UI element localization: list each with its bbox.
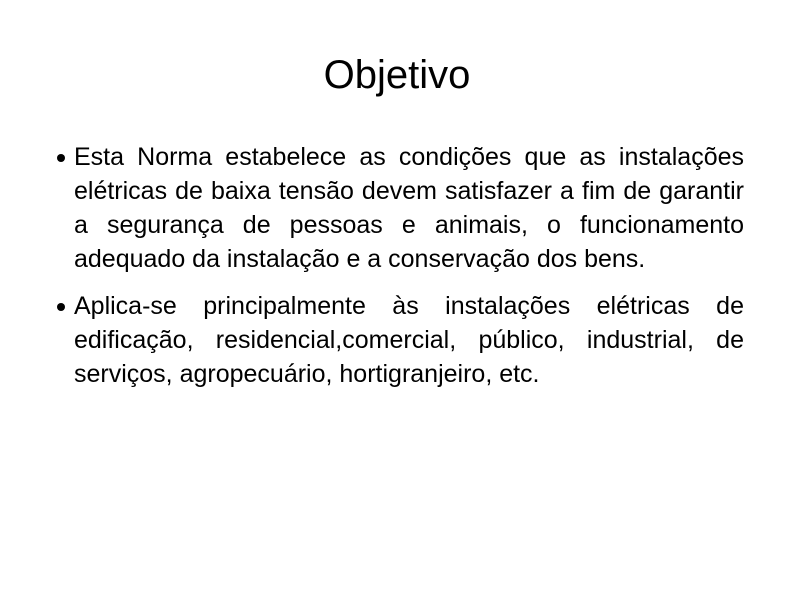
bullet-dot-icon xyxy=(57,303,65,311)
bullet-text: Aplica-se principalmente às instalações elétricas de edificação, residencial,comercial, público, industrial, de serviços, agropecuário, hortigranjeiro, etc. xyxy=(74,292,744,388)
bullet-text: Esta Norma estabelece as condições que as instalações elétricas de baixa tensão devem satisfazer a fim de garantir a segurança de pessoas e animais, o funcionamento adequado da instalação e a conservação dos bens. xyxy=(74,143,744,273)
bullet-list xyxy=(48,140,744,404)
bullet-item xyxy=(48,289,744,391)
bullet-item xyxy=(48,140,744,276)
slide-title: Objetivo xyxy=(323,53,471,97)
bullet-dot-icon xyxy=(57,154,65,162)
